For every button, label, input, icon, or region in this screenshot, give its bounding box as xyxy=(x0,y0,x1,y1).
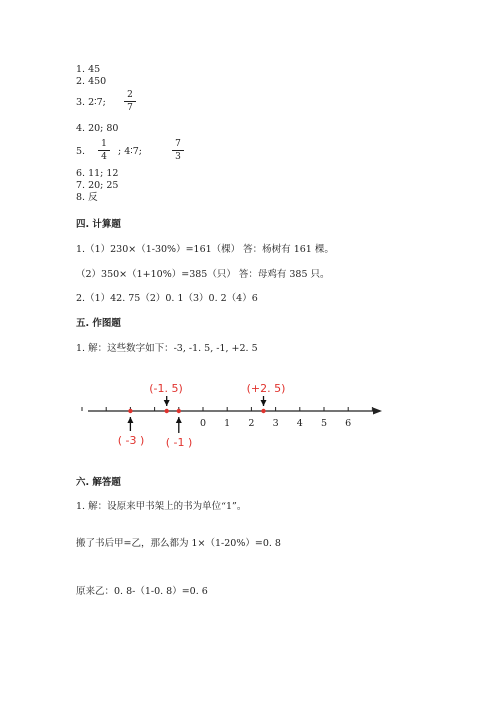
arrow-down-minus-1-5 xyxy=(164,396,170,406)
point-marker xyxy=(261,409,265,413)
answer-6: 6. 11; 12 xyxy=(76,168,119,179)
label-plus-2-5: (+2. 5) xyxy=(246,382,286,395)
tick-label: 5 xyxy=(320,418,328,429)
answer-5-middle: ; 4∶7; xyxy=(118,146,142,157)
arrow-up-minus-1 xyxy=(176,417,182,433)
calc-line-2: （2）350×（1+10%）=385（只） 答：母鸡有 385 只。 xyxy=(76,269,330,280)
point-marker xyxy=(177,409,181,413)
answer-4: 4. 20; 80 xyxy=(76,123,119,134)
solution-line-3: 原来乙：0. 8-（1-0. 8）=0. 6 xyxy=(76,586,208,597)
answer-1: 1. 45 xyxy=(76,64,101,75)
axis-arrowhead xyxy=(373,408,382,415)
tick-label: 2 xyxy=(248,418,255,429)
label-minus-1-5: (-1. 5) xyxy=(149,382,183,395)
answer-7: 7. 20; 25 xyxy=(76,180,119,191)
fraction-denominator: 7 xyxy=(127,103,133,113)
point-marker xyxy=(128,409,132,413)
fraction-denominator: 3 xyxy=(175,152,181,162)
section-heading: 五. 作图题 xyxy=(76,318,121,329)
calc-line-1: 1.（1）230×（1-30%）=161（棵） 答：杨树有 161 棵。 xyxy=(76,244,334,255)
section-heading: 六. 解答题 xyxy=(76,477,121,488)
tick-label: 1 xyxy=(224,418,231,429)
tick-label: 6 xyxy=(345,418,352,429)
arrow-down-plus-2-5 xyxy=(261,396,267,406)
label-minus-1: ( -1 ) xyxy=(165,436,193,449)
answer-2: 2. 450 xyxy=(76,76,107,87)
calc-line-3: 2.（1）42. 75（2）0. 1（3）0. 2（4）6 xyxy=(76,293,258,304)
drawing-line-1: 1. 解：这些数字如下：-3, -1. 5, -1, +2. 5 xyxy=(76,343,258,354)
tick-label: 3 xyxy=(272,418,279,429)
answer-3: 3. 2∶7; xyxy=(76,97,106,108)
answer-5: 5. xyxy=(76,146,86,157)
tick-label: 4 xyxy=(296,418,303,429)
tick-label: 0 xyxy=(199,418,207,429)
solution-line-1: 1. 解：设原来甲书架上的书为单位“1”。 xyxy=(76,501,247,512)
solution-line-2: 搬了书后甲=乙，那么都为 1×（1-20%）=0. 8 xyxy=(76,538,281,549)
arrow-up-minus-3 xyxy=(127,417,133,431)
fraction-denominator: 4 xyxy=(101,152,107,162)
fraction-numerator: 2 xyxy=(127,90,133,100)
fraction-numerator: 7 xyxy=(175,139,181,149)
fraction-numerator: 1 xyxy=(101,139,107,149)
section-heading: 四. 计算题 xyxy=(76,219,121,230)
label-minus-3: ( -3 ) xyxy=(117,434,145,447)
answer-8: 8. 反 xyxy=(76,192,98,203)
point-marker xyxy=(165,409,169,413)
